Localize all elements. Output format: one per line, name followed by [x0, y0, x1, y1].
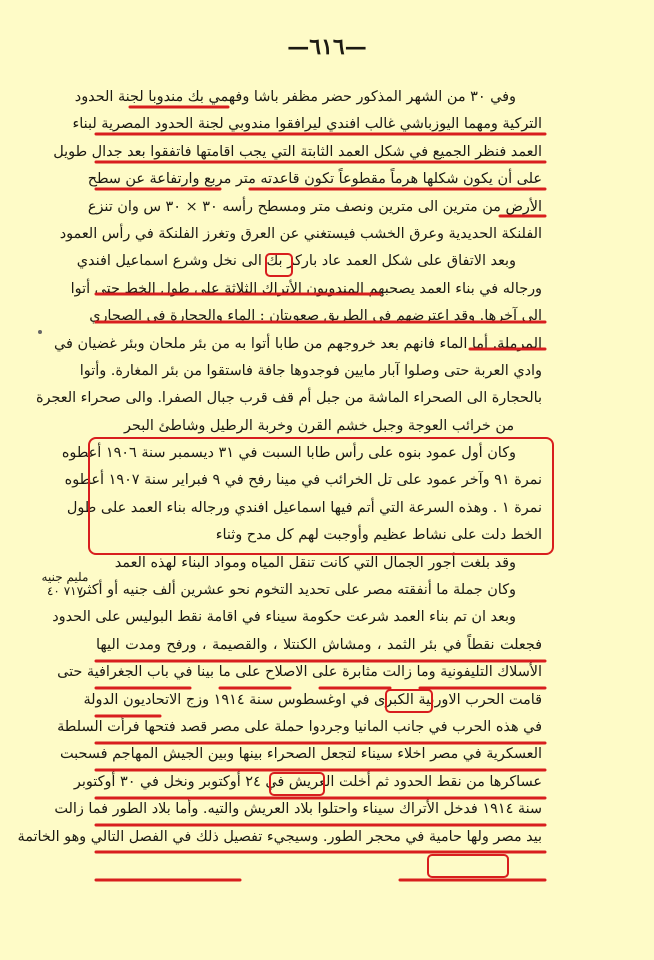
text-line: العمد فنظر الجميع في شكل العمد الثابتة التي يجب اقامتها فاتفقوا بعد جدال طويل [53, 143, 542, 160]
text-line: ورجاله في بناء العمد يصحبهم المندوبون الأتراك الثلاثة على طول الخط حتى أتوا [70, 280, 542, 297]
text-line: سنة ١٩١٤ فدخل الأتراك سيناء واحتلوا بلاد العريش والتيه. وأما بلاد الطور فما زالت [54, 801, 542, 818]
text-line: وادي العربة حتى وصلوا آبار مايين فوجدوها جافة فاستقوا من بئر المغارة. وأتوا [79, 362, 542, 379]
text-line: الى آخرها. وقد اعترضهم في الطريق صعوبتان : الماء والحجارة في الصحاري [89, 308, 542, 325]
text-line: في هذه الحرب في جانب المانيا وجردوا حملة على مصر قصد فتحها فرأت السلطة [57, 718, 542, 735]
text-line: على أن يكون شكلها هرماً مقطوعاً تكون قاعدته متر مربع وارتفاعة عن سطح [87, 171, 542, 188]
text-line: التركية ومهما اليوزباشي غالب افندي ليرافقوا مندوبي لجنة الحدود المصرية لبناء [72, 116, 542, 133]
text-line: وفي ٣٠ من الشهر المذكور حضر مظفر باشا وفهمي بك مندوبا لجنة الحدود [74, 89, 516, 105]
text-line: الخط دلت على نشاط عظيم وأوجبت لهم كل مدح وثناء [215, 527, 542, 544]
text-line: الأسلاك التليفونية وما زالت مثابرة على الاصلاح على ما بينا في باب الجغرافية حتى [57, 664, 542, 681]
text-line: وبعد ان تم بناء العمد شرعت حكومة سيناء في اقامة نقط البوليس على الحدود [52, 609, 516, 626]
text-line: الفلنكة الحديدية وعرق الخشب فيستغني عن العرق وتغرز الفلنكة في رأس العمود [59, 225, 542, 242]
text-line: وقد بلغت أجور الجمال التي كانت تنقل المياه ومواد البناء لهذه العمد [114, 554, 516, 571]
text-line: بيد مصر ولها حامية في محجر الطور. وسيجيء تفصيل ذلك في الفصل التالي وهو الخاتمة [17, 828, 542, 845]
word-box [428, 855, 508, 877]
text-line: وكان أول عمود بنوه على رأس طابا السبت في ٣١ ديسمبر سنة ١٩٠٦ أعطوه [61, 445, 516, 462]
text-line: وبعد الاتفاق على شكل العمد عاد باركر بك الى نخل وشرع اسماعيل افندي [76, 253, 516, 270]
text-line: نمرة ١ . وهذه السرعة التي أتم فيها اسماعيل افندي ورجاله بناء العمد على طول [66, 499, 542, 516]
text-line: قامت الحرب الاوربية الكبرى في اوغسطوس سنة ١٩١٤ وزج الاتحاديون الدولة [83, 691, 542, 708]
text-line: فجعلت نقطاً في بئر الثمد ، ومشاش الكنتلا ، والقصيمة ، ورفح ومدت اليها [96, 636, 542, 653]
text-line: عساكرها من نقط الحدود ثم أخلت العريش في ٢٤ أوكتوبر ونخل في ٣٠ أوكتوبر [73, 773, 542, 790]
stray-dot [38, 330, 42, 334]
text-line: الأرض من مترين الى مترين ونصف متر ومسطح رأسه ٣٠ × ٣٠ س وان تنزع [87, 198, 542, 215]
text-line: وكان جملة ما أنفقته مصر على تحديد التخوم نحو عشرين ألف جنيه أو أكثر [79, 582, 516, 599]
text-line: بالحجارة الى الصحراء الماشة من جبل أم قف قرب جبال الصفرا. والى صحراء العجرة [35, 390, 542, 407]
text-line: العسكرية في مصر اخلاء سيناء لتجعل الصحراء بينها وبين الجيش المهاجم فسحبت [60, 746, 542, 763]
text-line: من خرائب العوجة وجبل خشم القرن وخربة الرطيل وشاطئ البحر [123, 417, 515, 434]
margin-note: مليم جنيه ٧١٧ ٤٠ [41, 570, 89, 598]
page-number: —٦١٦— [287, 34, 367, 60]
text-line: نمرة ٩١ وآخر عمود على تل الخرائب في مينا رفح في ٩ فبراير سنة ١٩٠٧ أعطوه [64, 472, 542, 489]
text-line: المرملة. أما الماء فانهم بعد خروجهم من طابا أتوا به من بئر ملحان وبئر غضيان في [54, 335, 542, 352]
